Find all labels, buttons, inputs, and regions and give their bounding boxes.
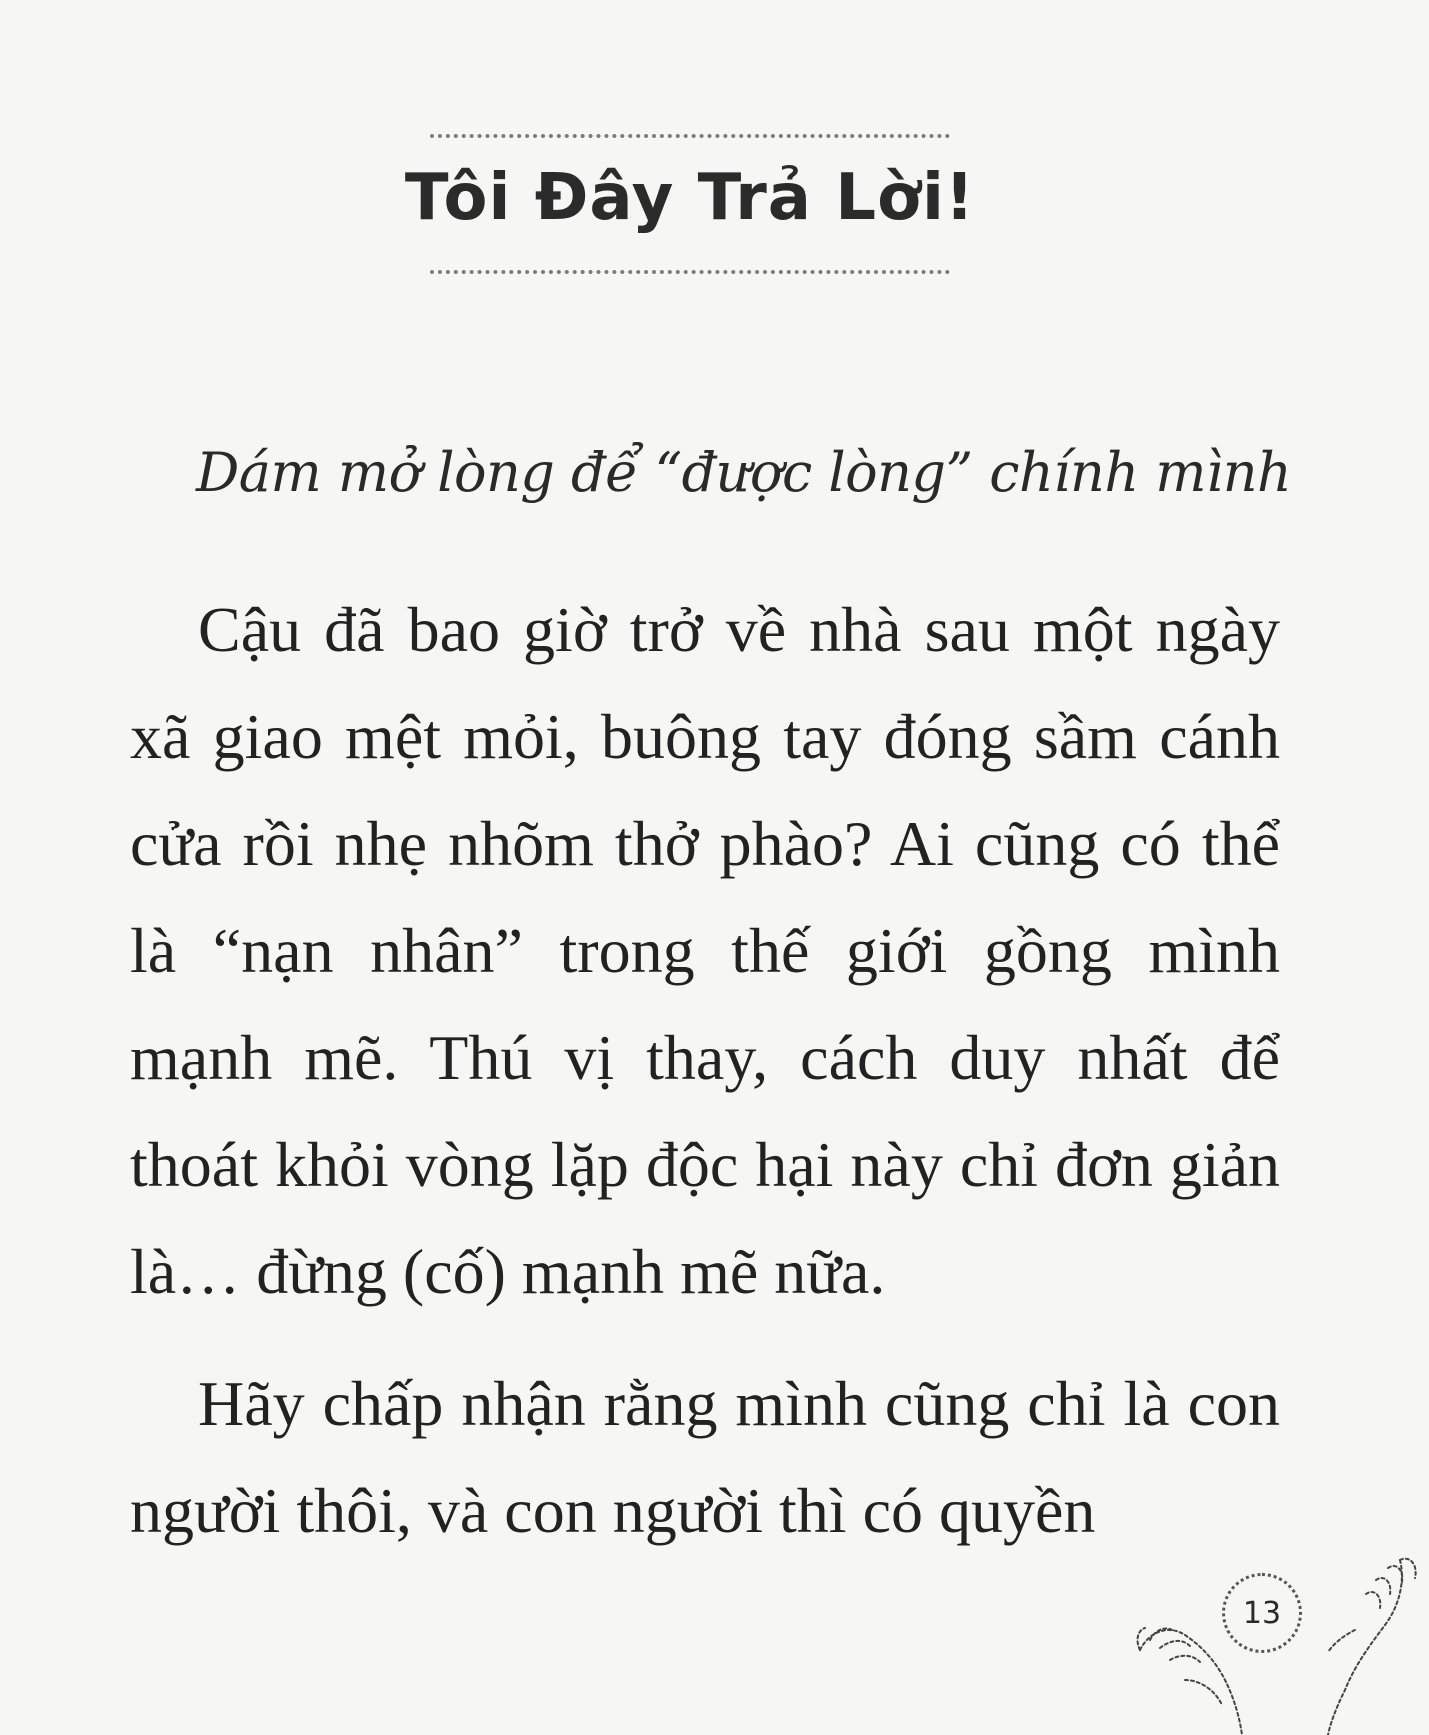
body-paragraph: Cậu đã bao giờ trở về nhà sau một ngày xã giao mệt mỏi, buông tay đóng sầm cánh cửa rồi nhẹ nhõm thở phào? Ai cũng có thể là “nạn nhân” trong thế giới gồng mình mạnh mẽ. Thú vị thay, cách duy nhất để thoát khỏi vòng lặp độc hại này chỉ đơn giản là… đừng (cố) mạnh mẽ nữa. [130, 594, 1280, 1307]
section-subtitle: Dám mở lòng để “được lòng” chính mình [196, 441, 1292, 504]
page-number: 13 [1242, 1595, 1282, 1631]
title-divider-top [430, 134, 950, 144]
body-paragraph: Hãy chấp nhận rằng mình cũng chỉ là con người thôi, và con người thì có quyền [130, 1368, 1280, 1546]
title-divider-bottom [430, 270, 950, 280]
page-number-badge [1222, 1573, 1302, 1653]
chapter-title: Tôi Đây Trả Lời! [404, 161, 976, 235]
